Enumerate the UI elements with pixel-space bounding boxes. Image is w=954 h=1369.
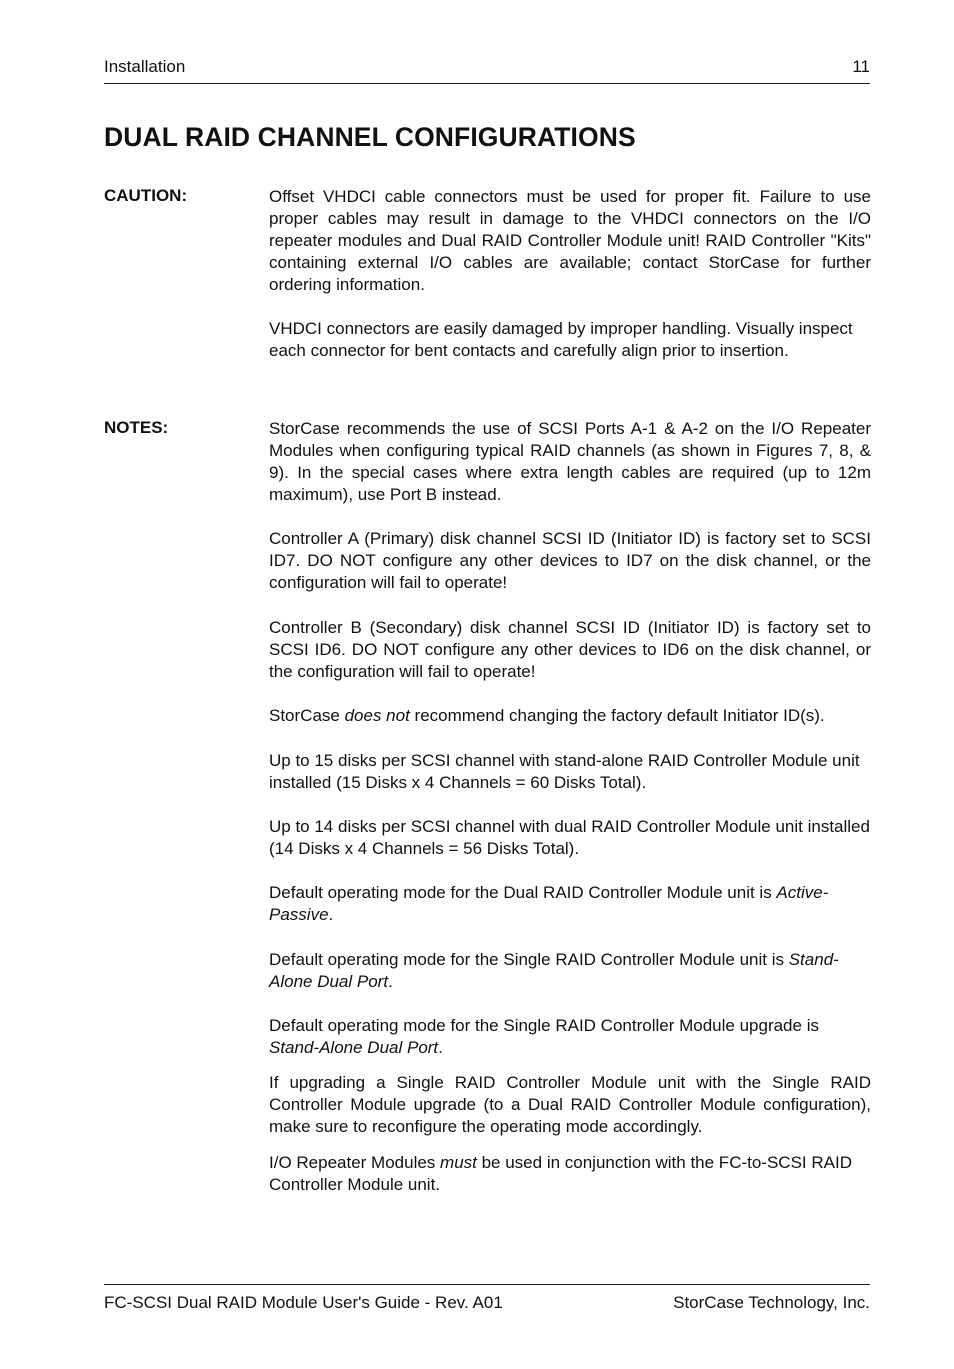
note-4-text-c: recommend changing the factory default Initiator ID(s). (409, 706, 825, 725)
note-7-emphasis: Active-Passive (269, 883, 829, 924)
note-8-text-a: Default operating mode for the Single RAID Controller Module unit is (269, 950, 789, 969)
caution-label: CAUTION: (104, 186, 188, 205)
note-9-text-a: Default operating mode for the Single RAID Controller Module upgrade is (269, 1016, 819, 1035)
note-3: Controller B (Secondary) disk channel SCSI ID (Initiator ID) is factory set to SCSI ID6. DO NOT configure any other devices to ID6 on the disk channel, or the configuration will fail to operate! (269, 618, 871, 681)
caution-paragraph-2: VHDCI connectors are easily damaged by improper handling. Visually inspect each connector for bent contacts and carefully align prior to insertion. (269, 319, 853, 360)
note-4-text-a: StorCase (269, 706, 345, 725)
note-5: Up to 15 disks per SCSI channel with stand-alone RAID Controller Module unit installed (15 Disks x 4 Channels = 60 Disks Total). (269, 751, 860, 792)
note-9 (269, 1015, 871, 1059)
page-header (104, 57, 870, 84)
note-11-text-a: I/O Repeater Modules (269, 1153, 441, 1172)
note-11 (269, 1152, 871, 1196)
footer-doc-title: FC-SCSI Dual RAID Module User's Guide - Rev. A01 (104, 1293, 503, 1312)
note-4 (269, 705, 871, 727)
note-10: If upgrading a Single RAID Controller Module unit with the Single RAID Controller Module upgrade (to a Dual RAID Controller Module configuration), make sure to reconfigure the operating mode accordingly. (269, 1073, 871, 1136)
note-7-text-a: Default operating mode for the Dual RAID Controller Module unit is (269, 883, 777, 902)
notes-label: NOTES: (104, 418, 169, 437)
footer-company: StorCase Technology, Inc. (673, 1293, 870, 1312)
page-title: DUAL RAID CHANNEL CONFIGURATIONS (104, 122, 636, 152)
note-11-text-c: be used in conjunction with the FC-to-SCSI RAID Controller Module unit. (269, 1153, 852, 1194)
note-11-emphasis: must (440, 1153, 477, 1172)
note-2: Controller A (Primary) disk channel SCSI ID (Initiator ID) is factory set to SCSI ID7. DO NOT configure any other devices to ID7 on the disk channel, or the configuration will fail to operate! (269, 529, 871, 592)
page-footer (104, 1284, 870, 1312)
note-1: StorCase recommends the use of SCSI Ports A-1 & A-2 on the I/O Repeater Modules when configuring typical RAID channels (as shown in Figures 7, 8, & 9). In the special cases where extra length cables are required (up to 12m maximum), use Port B instead. (269, 419, 871, 504)
note-8-text-c: . (388, 972, 393, 991)
note-9-emphasis: Stand-Alone Dual Port (269, 1038, 439, 1057)
caution-paragraph-1: Offset VHDCI cable connectors must be used for proper fit. Failure to use proper cables may result in damage to the VHDCI connectors on the I/O repeater modules and Dual RAID Controller Module unit! RAID Controller "Kits" containing external I/O cables are available; contact StorCase for further ordering information. (269, 187, 871, 294)
note-9-text-c: . (438, 1038, 443, 1057)
note-8-emphasis: Stand-Alone Dual Port (269, 950, 839, 991)
note-7 (269, 882, 871, 926)
note-7-text-c: . (328, 905, 334, 924)
note-4-emphasis: does not (344, 706, 410, 725)
header-section: Installation (104, 57, 186, 76)
note-8 (269, 949, 871, 993)
header-page-number: 11 (852, 57, 870, 76)
note-6: Up to 14 disks per SCSI channel with dual RAID Controller Module unit installed (14 Disks x 4 Channels = 56 Disks Total). (269, 817, 870, 858)
